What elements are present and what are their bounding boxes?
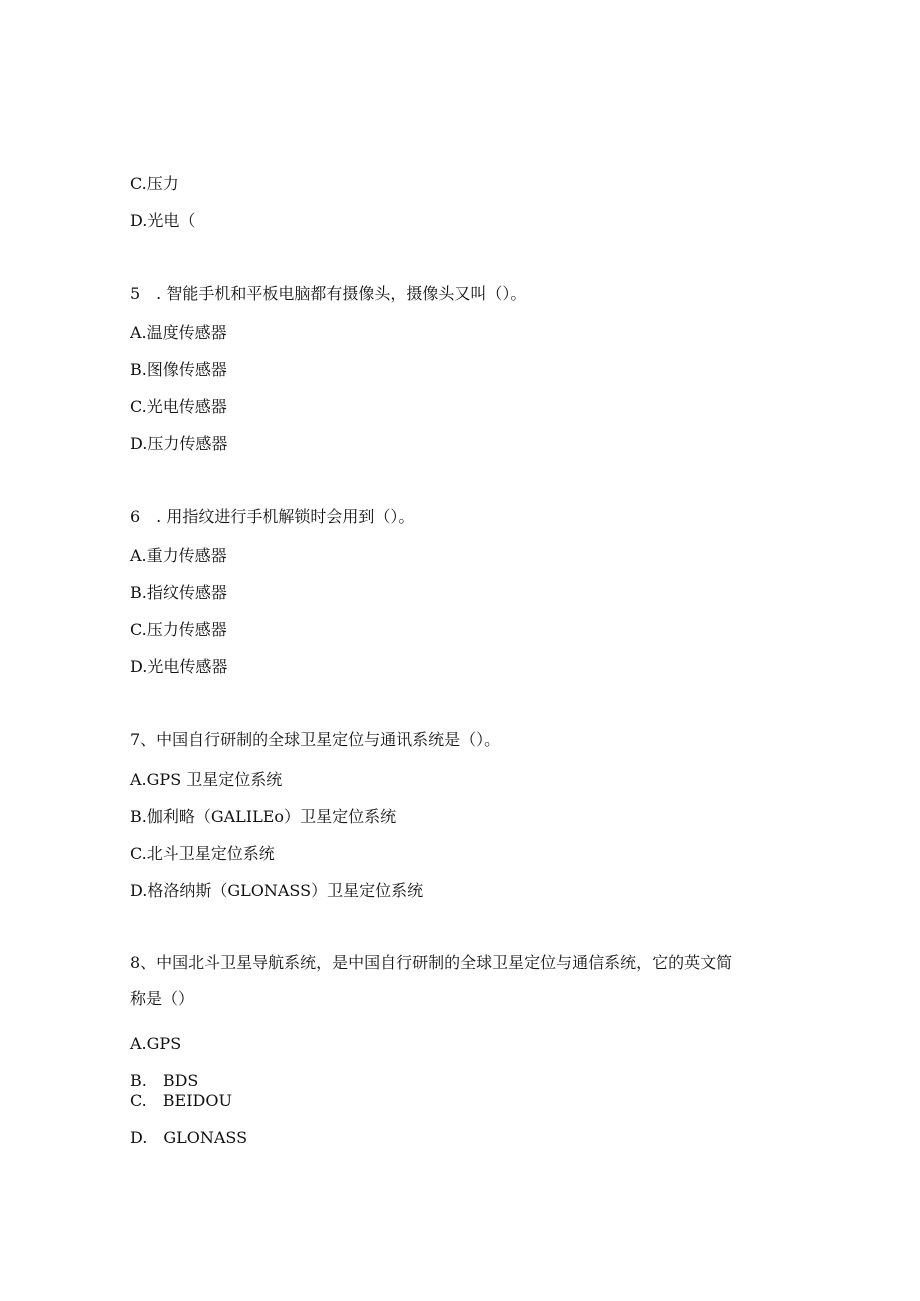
q6-option-a: A.重力传感器 — [130, 546, 227, 565]
q7-stem: 7、中国自行研制的全球卫星定位与通讯系统是（）。 — [130, 730, 501, 749]
q4-option-c: C.压力 — [130, 174, 179, 193]
q7-option-a: A.GPS 卫星定位系统 — [130, 770, 283, 789]
q8-stem-line2: 称是（） — [130, 989, 195, 1008]
q5-option-d: D.压力传感器 — [130, 434, 228, 453]
q5-option-b: B.图像传感器 — [130, 360, 227, 379]
q6-option-d: D.光电传感器 — [130, 657, 228, 676]
q6-option-c: C.压力传感器 — [130, 620, 227, 639]
q8-option-c: C. BEIDOU — [130, 1091, 232, 1110]
q8-option-a: A.GPS — [130, 1034, 182, 1053]
q7-option-c: C.北斗卫星定位系统 — [130, 844, 275, 863]
q6-stem: 6 . 用指纹进行手机解锁时会用到（）。 — [130, 507, 415, 526]
q5-option-c: C.光电传感器 — [130, 397, 227, 416]
q7-option-b: B.伽利略（GALILEo）卫星定位系统 — [130, 807, 397, 826]
q5-stem: 5 . 智能手机和平板电脑都有摄像头，摄像头又叫（）。 — [130, 284, 527, 303]
q6-option-b: B.指纹传感器 — [130, 583, 227, 602]
q8-stem-line1: 8、中国北斗卫星导航系统，是中国自行研制的全球卫星定位与通信系统，它的英文简 — [130, 953, 733, 972]
q7-option-d: D.格洛纳斯（GLONASS）卫星定位系统 — [130, 881, 424, 900]
q8-option-d: D. GLONASS — [130, 1128, 248, 1147]
q8-option-b: B. BDS — [130, 1071, 199, 1090]
q4-option-d: D.光电（ — [130, 211, 196, 230]
q5-option-a: A.温度传感器 — [130, 323, 227, 342]
